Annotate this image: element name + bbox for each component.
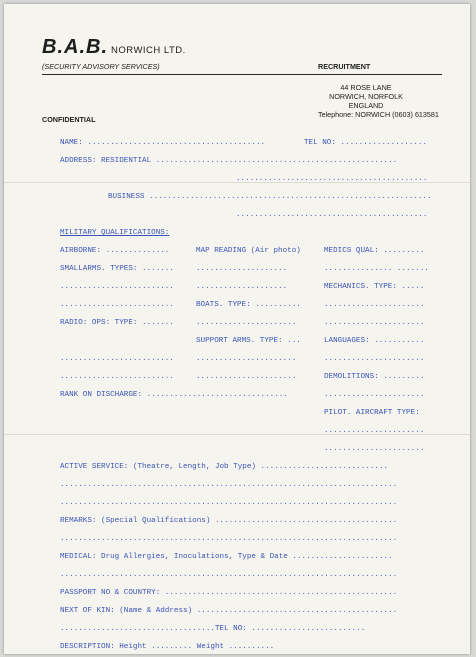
- col1-dotted-line[interactable]: .........................: [60, 301, 174, 309]
- map-reading-field[interactable]: MAP READING (Air photo): [196, 247, 301, 255]
- col3-dotted-line[interactable]: ......................: [324, 391, 425, 399]
- remarks-field[interactable]: REMARKS: (Special Qualifications) ........................................: [60, 517, 398, 525]
- next-of-kin-field[interactable]: NEXT OF KIN: (Name & Address) ............................................: [60, 607, 398, 615]
- address-business-field[interactable]: BUSINESS ..............................................................: [108, 193, 432, 201]
- medical-field[interactable]: MEDICAL: Drug Allergies, Inoculations, Type & Date ......................: [60, 553, 393, 561]
- active-service-line[interactable]: ..........................................................................: [60, 481, 398, 489]
- col2-dotted-line[interactable]: ....................: [196, 283, 288, 291]
- remarks-line[interactable]: ..........................................................................: [60, 535, 398, 543]
- col3-dotted-line[interactable]: ......................: [324, 301, 425, 309]
- smallarms-field[interactable]: SMALLARMS. TYPES: .......: [60, 265, 174, 273]
- header-rule: [42, 74, 442, 75]
- company-phone: Telephone: NORWICH (0603) 613581: [318, 110, 439, 119]
- col2-dotted-line[interactable]: ......................: [196, 319, 297, 327]
- company-address: [318, 83, 414, 110]
- mechanics-type-field[interactable]: MECHANICS. TYPE: .....: [324, 283, 425, 291]
- col3-dotted-line[interactable]: ......................: [324, 319, 425, 327]
- col3-dotted-line[interactable]: ......................: [324, 355, 425, 363]
- passport-field[interactable]: PASSPORT NO & COUNTRY: ...................................................: [60, 589, 398, 597]
- col3-dotted-line[interactable]: ......................: [324, 427, 425, 435]
- col3-dotted-line[interactable]: ......................: [324, 445, 425, 453]
- military-qualifications-heading: MILITARY QUALIFICATIONS:: [60, 229, 170, 237]
- col1-dotted-line[interactable]: .........................: [60, 373, 174, 381]
- company-tagline: (SECURITY ADVISORY SERVICES): [42, 62, 160, 71]
- col2-dotted-line[interactable]: ......................: [196, 355, 297, 363]
- address-residential-field[interactable]: ADDRESS: RESIDENTIAL .....................................................: [60, 157, 398, 165]
- boats-type-field[interactable]: BOATS. TYPE: ..........: [196, 301, 301, 309]
- col2-dotted-line[interactable]: ......................: [196, 373, 297, 381]
- col3-dotted-line[interactable]: ............... .......: [324, 265, 429, 273]
- active-service-line[interactable]: ..........................................................................: [60, 499, 398, 507]
- address-line: NORWICH, NORFOLK: [329, 92, 403, 101]
- confidential-label: CONFIDENTIAL: [42, 115, 96, 124]
- name-field[interactable]: NAME: .......................................: [60, 139, 266, 147]
- demolitions-field[interactable]: DEMOLITIONS: .........: [324, 373, 425, 381]
- next-of-kin-tel-field[interactable]: ..................................TEL NO: .........................: [60, 625, 366, 633]
- logo-text: B.A.B.: [42, 36, 108, 58]
- company-name: NORWICH LTD.: [111, 45, 186, 56]
- company-logo: [42, 36, 186, 59]
- department-label: RECRUITMENT: [318, 62, 371, 71]
- col1-dotted-line[interactable]: .........................: [60, 355, 174, 363]
- address-line: ENGLAND: [348, 101, 384, 110]
- support-arms-field[interactable]: SUPPORT ARMS. TYPE: ...: [196, 337, 301, 345]
- radio-ops-field[interactable]: RADIO: OPS: TYPE: .......: [60, 319, 174, 327]
- medical-line[interactable]: ..........................................................................: [60, 571, 398, 579]
- form-sheet: [4, 4, 470, 654]
- pilot-aircraft-field[interactable]: PILOT. AIRCRAFT TYPE:: [324, 409, 420, 417]
- description-field[interactable]: DESCRIPTION: Height ......... Weight ..........: [60, 643, 275, 651]
- airborne-field[interactable]: AIRBORNE: ..............: [60, 247, 170, 255]
- medics-qual-field[interactable]: MEDICS QUAL: .........: [324, 247, 425, 255]
- tel-field[interactable]: TEL NO: ...................: [304, 139, 428, 147]
- active-service-field[interactable]: ACTIVE SERVICE: (Theatre, Length, Job Type) ............................: [60, 463, 389, 471]
- address-line: 44 ROSE LANE: [340, 83, 392, 92]
- address-residential-line[interactable]: ..........................................: [236, 175, 428, 183]
- rank-on-discharge-field[interactable]: RANK ON DISCHARGE: ...............................: [60, 391, 288, 399]
- col2-dotted-line[interactable]: ....................: [196, 265, 288, 273]
- address-business-line[interactable]: ..........................................: [236, 211, 428, 219]
- col1-dotted-line[interactable]: .........................: [60, 283, 174, 291]
- languages-field[interactable]: LANGUAGES: ...........: [324, 337, 425, 345]
